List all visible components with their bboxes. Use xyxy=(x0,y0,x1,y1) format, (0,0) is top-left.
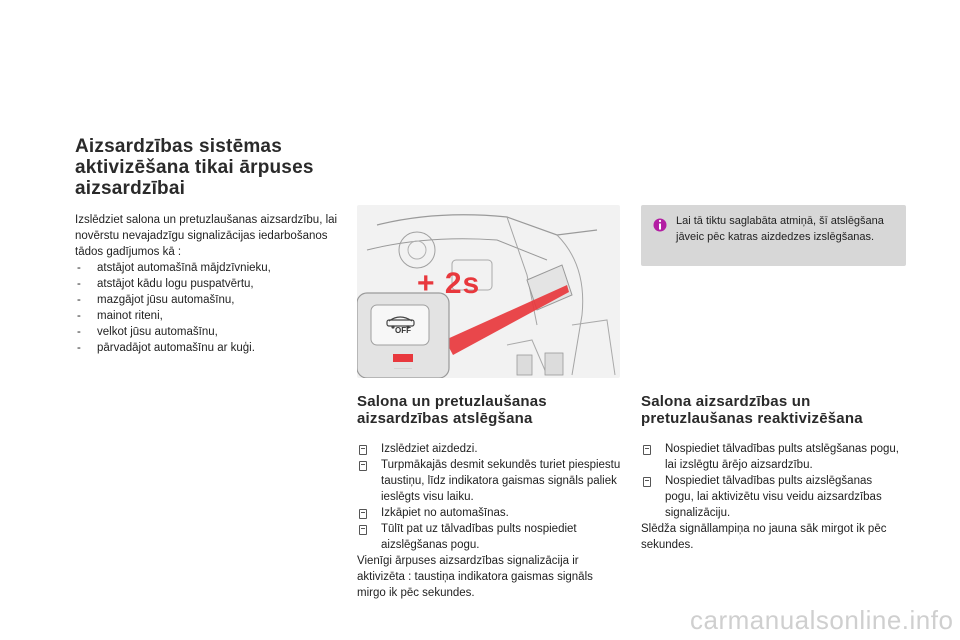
step-text: Tūlīt pat uz tālvadības pults nospiediet aizslēgšanas pogu. xyxy=(381,523,577,551)
dashboard-illustration xyxy=(357,205,620,378)
step-marker-icon xyxy=(643,477,651,487)
info-note xyxy=(641,205,906,266)
title-line: Aizsardzības sistēmas xyxy=(75,136,282,157)
section-left xyxy=(75,136,345,356)
page-title xyxy=(75,136,345,199)
step-marker-icon xyxy=(359,509,367,519)
result-note: Slēdža signāllampiņa no jauna sāk mirgot ik pēc sekundes. xyxy=(641,523,887,551)
title-line: pretuzlaušanas reaktivizēšana xyxy=(641,410,863,427)
title-line: Salona un pretuzlaušanas xyxy=(357,393,547,410)
list-item: - mainot riteni, xyxy=(75,308,345,324)
step-list xyxy=(641,441,903,521)
step-marker-icon xyxy=(359,461,367,471)
title-line: Salona aizsardzības un xyxy=(641,393,811,410)
list-item xyxy=(357,457,623,505)
step-text: Turpmākajās desmit sekundēs turiet piespiestu taustiņu, līdz indikatora gaismas signāls paliek ieslēgts visu laiku. xyxy=(381,459,621,503)
info-icon xyxy=(653,216,667,234)
step-marker-icon xyxy=(643,445,651,455)
title-line: aizsardzības atslēgšana xyxy=(357,410,533,427)
step-text: Izslēdziet aizdedzi. xyxy=(381,443,478,455)
section-middle xyxy=(357,393,627,601)
intro-paragraph: Izslēdziet salona un pretuzlaušanas aizsardzību, lai novērstu nevajadzīgu signalizācijas iedarbošanos tādos gadījumos kā : xyxy=(75,214,338,258)
list-item: - velkot jūsu automašīnu, xyxy=(75,324,345,340)
result-note: Vienīgi ārpuses aizsardzības signalizācija ir aktivizēta : taustiņa indikatora gaismas signāls mirgo ik pēc sekundes. xyxy=(357,555,593,599)
step-text: Izkāpiet no automašīnas. xyxy=(381,507,509,519)
list-item xyxy=(357,505,623,521)
info-text: Lai tā tiktu saglabāta atmiņā, šī atslēgšana jāveic pēc katras aizdedzes izslēgšanas. xyxy=(676,215,884,243)
section-title xyxy=(357,393,627,427)
step-text: Nospiediet tālvadības pults atslēgšanas pogu, lai izslēgtu ārējo aizsardzību. xyxy=(665,443,899,471)
list-item: - pārvadājot automašīnu ar kuģi. xyxy=(75,340,345,356)
list-item xyxy=(357,441,623,457)
title-line: aktivizēšana tikai ārpuses xyxy=(75,157,314,178)
watermark: carmanualsonline.info xyxy=(690,605,954,635)
step-marker-icon xyxy=(359,525,367,535)
list-item xyxy=(641,473,903,521)
list-item: - atstājot kādu logu puspatvērtu, xyxy=(75,276,345,292)
section-title xyxy=(641,393,911,427)
dashboard-drawing xyxy=(357,205,620,378)
list-item xyxy=(357,521,623,553)
case-list xyxy=(75,260,345,356)
button-off-label: OFF xyxy=(395,326,411,335)
step-list xyxy=(357,441,623,553)
step-text: Nospiediet tālvadības pults aizslēgšanas pogu, lai aktivizētu visu veidu aizsardzības signalizāciju. xyxy=(665,475,882,519)
step-marker-icon xyxy=(359,445,367,455)
hold-time-badge: + 2s xyxy=(417,267,481,300)
section-right xyxy=(641,393,911,553)
list-item: - atstājot automašīnā mājdzīvnieku, xyxy=(75,260,345,276)
title-line: aizsardzībai xyxy=(75,178,186,199)
list-item xyxy=(641,441,903,473)
list-item: - mazgājot jūsu automašīnu, xyxy=(75,292,345,308)
